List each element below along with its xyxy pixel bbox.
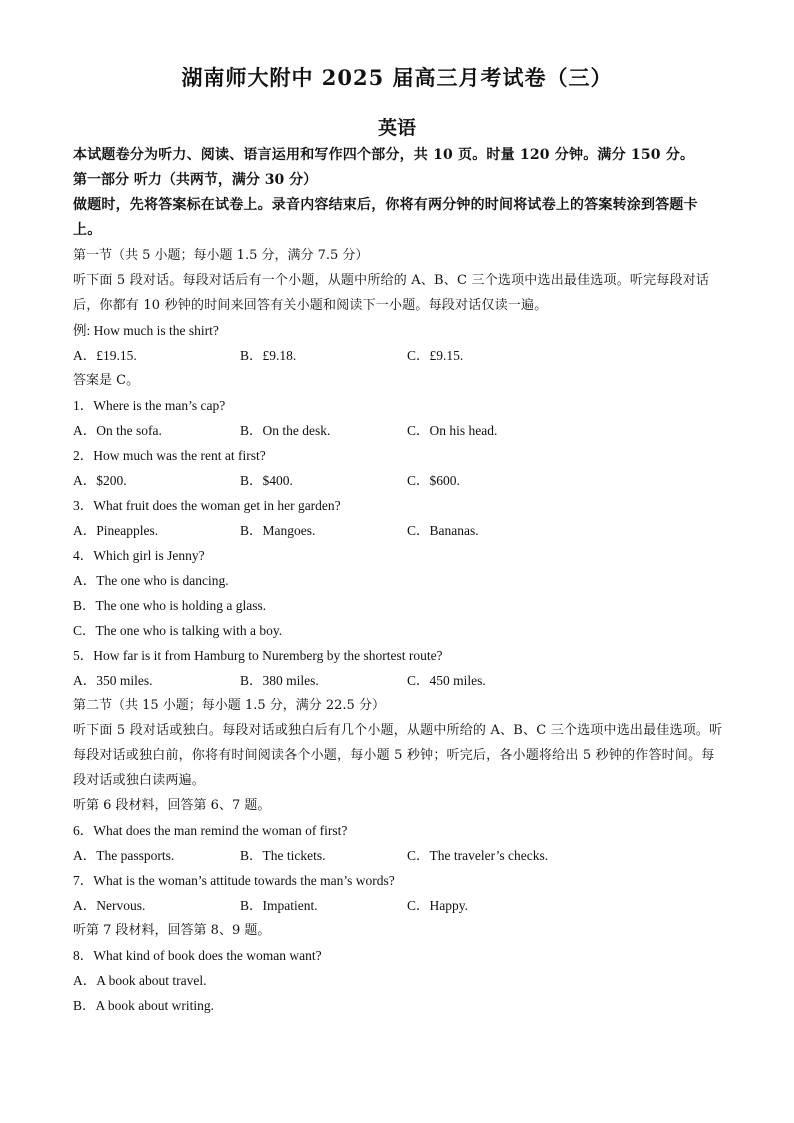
exam-intro: 本试题卷分为听力、阅读、语言运用和写作四个部分，共 10 页。时量 120 分钟。满分 150 分。 [73,147,695,163]
exam-title: 湖南师大附中 2025 届高三月考试卷（三） [181,65,613,90]
option-a: A．$200. [73,473,127,488]
material-7-note: 听第 7 段材料，回答第 8、9 题。 [73,923,271,938]
option-a: A．350 miles. [73,673,153,688]
section2-instruction: 听下面 5 段对话或独白。每段对话或独白后有几个小题，从题中所给的 A、B、C 三个选项中选出最佳选项。听每段对话或独白前，你将有时间阅读各个小题，每小题 5 秒钟；听完后，各小题将给出 5 秒钟的作答时间。每段对话或独白读两遍。 [73,723,723,788]
option-b: B．$400. [240,473,293,488]
option-a: A．Nervous. [73,898,146,913]
question-4-option-a: A．The one who is dancing. [73,573,229,588]
question-6: 6．What does the man remind the woman of first? [73,823,348,838]
option-a: A．On the sofa. [73,423,162,438]
example-options [73,343,723,368]
option-b: B．380 miles. [240,673,319,688]
question-5-options [73,668,723,693]
option-c: C．Happy. [407,898,468,913]
question-7: 7．What is the woman’s attitude towards the man’s words? [73,873,395,888]
question-2-options [73,468,723,493]
question-4: 4．Which girl is Jenny? [73,548,205,563]
option-a: A．Pineapples. [73,523,159,538]
question-6-options [73,843,723,868]
part1-instruction: 做题时，先将答案标在试卷上。录音内容结束后，你将有两分钟的时间将试卷上的答案转涂到答题卡上。 [73,197,698,238]
part1-heading: 第一部分 听力（共两节，满分 30 分） [73,172,318,188]
question-1: 1．Where is the man’s cap? [73,398,226,413]
question-8-option-b: B．A book about writing. [73,998,214,1013]
section1-heading: 第一节（共 5 小题；每小题 1.5 分，满分 7.5 分） [73,248,369,263]
option-a: A．£19.15. [73,348,137,363]
option-b: B．On the desk. [240,423,331,438]
exam-content [73,143,723,1018]
option-b: B．Impatient. [240,898,318,913]
option-b: B．The tickets. [240,848,326,863]
example-answer: 答案是 C。 [73,373,140,388]
question-8: 8．What kind of book does the woman want? [73,948,322,963]
option-b: B．Mangoes. [240,523,316,538]
option-c: C．£9.15. [407,348,464,363]
question-7-options [73,893,723,918]
option-a: A．The passports. [73,848,175,863]
question-2: 2．How much was the rent at first? [73,448,266,463]
question-8-option-a: A．A book about travel. [73,973,207,988]
question-3-options [73,518,723,543]
option-c: C．Bananas. [407,523,479,538]
option-c: C．On his head. [407,423,498,438]
question-4-option-b: B．The one who is holding a glass. [73,598,267,613]
section1-instruction: 听下面 5 段对话。每段对话后有一个小题，从题中所给的 A、B、C 三个选项中选出最佳选项。听完每段对话后，你都有 10 秒钟的时间来回答有关小题和阅读下一小题。每段对话仅读一遍。 [73,273,710,313]
question-4-option-c: C．The one who is talking with a boy. [73,623,283,638]
question-1-options [73,418,723,443]
question-3: 3．What fruit does the woman get in her garden? [73,498,341,513]
example-question: 例: How much is the shirt? [73,323,219,338]
option-c: C．450 miles. [407,673,486,688]
exam-subject: 英语 [377,117,416,139]
section2-heading: 第二节（共 15 小题；每小题 1.5 分，满分 22.5 分） [73,698,385,713]
option-b: B．£9.18. [240,348,297,363]
option-c: C．The traveler’s checks. [407,848,549,863]
material-6-note: 听第 6 段材料，回答第 6、7 题。 [73,798,271,813]
question-5: 5．How far is it from Hamburg to Nuremberg by the shortest route? [73,648,443,663]
option-c: C．$600. [407,473,460,488]
